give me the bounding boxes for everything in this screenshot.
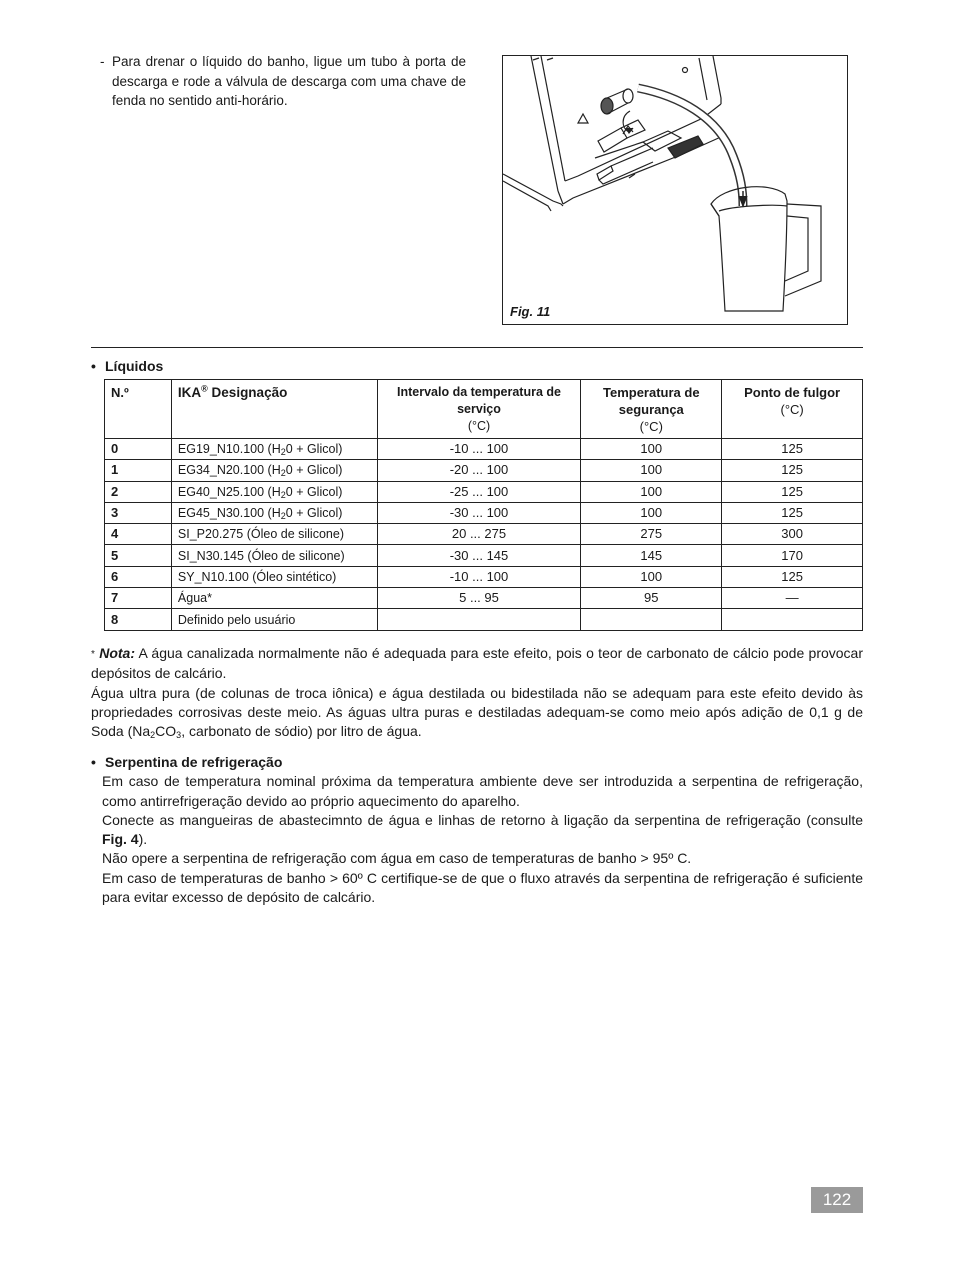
row-safety: 100 [581,460,722,481]
row-designation [171,545,377,566]
page-number: 122 [811,1187,863,1213]
table-row [105,481,863,502]
designation-text-end: 0 + Glicol) [285,463,343,478]
row-safety: 100 [581,566,722,587]
header-range-unit: (°C) [467,419,491,433]
cooling-coil-title: Serpentina de refrigeração [105,754,283,770]
header-safety-label: Temperatura de segurança [602,385,700,417]
cooling-coil-title-row [91,753,863,772]
row-flash [722,609,863,630]
row-flash: 170 [722,545,863,566]
header-flash [722,380,863,439]
table-row [105,524,863,545]
cooling-coil-p2-end: ). [138,831,148,848]
note-text-2-mid: CO [155,723,177,740]
row-safety: 100 [581,439,722,460]
table-row [105,609,863,630]
row-flash: 125 [722,460,863,481]
row-number: 3 [105,502,172,523]
row-range: 20 ... 275 [377,524,581,545]
row-flash: 125 [722,439,863,460]
table-header-row [105,380,863,439]
row-number: 1 [105,460,172,481]
header-reg: ® [201,383,208,394]
row-designation [171,566,377,587]
cooling-coil-section [91,753,863,907]
table-row [105,588,863,609]
row-number: 2 [105,481,172,502]
row-range: -30 ... 145 [377,545,581,566]
designation-text-end: 0 + Glicol) [285,484,343,499]
row-range [377,609,581,630]
designation-subscript: 2 [280,468,286,479]
cooling-coil-p2 [102,811,863,850]
row-designation [171,588,377,609]
row-flash: 125 [722,502,863,523]
bullet: • [91,754,96,770]
header-safety-unit: (°C) [639,419,663,434]
row-safety: 100 [581,481,722,502]
designation-text: SI_N30.145 (Óleo de silicone) [177,548,345,563]
row-designation [171,609,377,630]
designation-text: EG19_N10.100 (H [177,442,281,457]
header-safety [581,380,722,439]
header-range [377,380,581,439]
designation-text: SY_N10.100 (Óleo sintético) [177,569,337,584]
row-flash: 300 [722,524,863,545]
designation-text: Água* [177,591,212,606]
intro-dash: - [100,54,105,69]
header-flash-unit: (°C) [780,402,804,417]
header-no: N.º [105,380,172,439]
table-row [105,460,863,481]
fig-4-reference: Fig. 4 [102,831,139,848]
liquids-table [104,379,863,631]
intro-text: Para drenar o líquido do banho, ligue um tubo à porta de descarga e rode a válvula de descarga com uma chave de fenda no sentido anti-horário. [112,54,466,108]
note-paragraph-2 [91,684,863,742]
row-safety [581,609,722,630]
cooling-coil-p2-text: Conecte as mangueiras de abastecimnto de água e linhas de retorno à ligação da serpentina de refrigeração (consulte [102,811,863,828]
row-flash: 125 [722,481,863,502]
note-sub-2: 3 [176,730,182,741]
figure-label: Fig. 11 [510,304,551,319]
row-range: -30 ... 100 [377,502,581,523]
row-designation [171,481,377,502]
designation-subscript: 2 [280,447,286,458]
row-safety: 100 [581,502,722,523]
note-asterisk: * [91,649,95,660]
designation-text: SI_P20.275 (Óleo de silicone) [177,527,344,542]
cooling-coil-p1: Em caso de temperatura nominal próxima da temperatura ambiente deve ser introduzida a serpentina de refrigeração, como antirrefrigeração devido ao próprio aquecimento do aparelho. [102,773,863,809]
table-row [105,439,863,460]
designation-text-end: 0 + Glicol) [285,442,343,457]
table-row [105,545,863,566]
cooling-coil-body [91,772,863,907]
note-paragraph-1 [91,644,863,684]
table-row [105,502,863,523]
row-number: 7 [105,588,172,609]
row-designation [171,524,377,545]
drain-illustration-icon [503,56,849,326]
row-number: 0 [105,439,172,460]
row-designation [171,502,377,523]
row-flash: — [722,588,863,609]
cooling-coil-p4: Em caso de temperaturas de banho > 60º C certifique-se de que o fluxo através da serpentina de refrigeração é suficiente para evitar excesso de depósito de calcário. [102,869,863,906]
designation-text: EG40_N25.100 (H [177,484,281,499]
header-designation [171,380,377,439]
note-sub-1: 2 [150,730,156,741]
row-safety: 145 [581,545,722,566]
designation-subscript: 2 [280,511,286,522]
bullet: • [91,358,96,374]
row-range: -10 ... 100 [377,439,581,460]
row-designation [171,439,377,460]
note-text-1: A água canalizada normalmente não é adequada para este efeito, pois o teor de carbonato de cálcio pode provocar depósitos de calcário. [91,645,864,682]
intro-paragraph [100,52,466,111]
designation-text: Definido pelo usuário [177,612,296,627]
liquids-title: Líquidos [105,358,164,374]
designation-text: EG34_N20.100 (H [177,463,281,478]
header-range-label: Intervalo da temperatura de serviço [397,385,561,416]
row-number: 4 [105,524,172,545]
figure-11 [502,55,848,325]
row-designation [171,460,377,481]
row-range: 5 ... 95 [377,588,581,609]
note-text-2: Água ultra pura (de colunas de troca iônica) e água destilada ou bidestilada não se adequam para este efeito devido às propriedades corrosivas deste meio. As águas ultra puras e destiladas adequam-se como meio após adição de 0,1 g de Soda (Na [91,684,863,740]
section-divider [91,347,863,348]
row-flash: 125 [722,566,863,587]
row-safety: 275 [581,524,722,545]
row-range: -25 ... 100 [377,481,581,502]
liquids-section-title [91,358,163,374]
row-number: 6 [105,566,172,587]
row-number: 5 [105,545,172,566]
row-range: -20 ... 100 [377,460,581,481]
water-note [91,644,863,741]
designation-subscript: 2 [280,489,286,500]
table-row [105,566,863,587]
row-safety: 95 [581,588,722,609]
row-number: 8 [105,609,172,630]
note-label: Nota: [99,645,136,661]
header-designation-text: Designação [207,385,288,400]
note-text-2-post: , carbonato de sódio) por litro de água. [181,723,422,740]
row-range: -10 ... 100 [377,566,581,587]
cooling-coil-p3: Não opere a serpentina de refrigeração com água em caso de temperaturas de banho > 95º C. [102,850,692,867]
designation-text: EG45_N30.100 (H [177,506,281,521]
header-brand: IKA [177,385,202,400]
designation-text-end: 0 + Glicol) [285,506,343,521]
header-flash-label: Ponto de fulgor [744,385,841,400]
